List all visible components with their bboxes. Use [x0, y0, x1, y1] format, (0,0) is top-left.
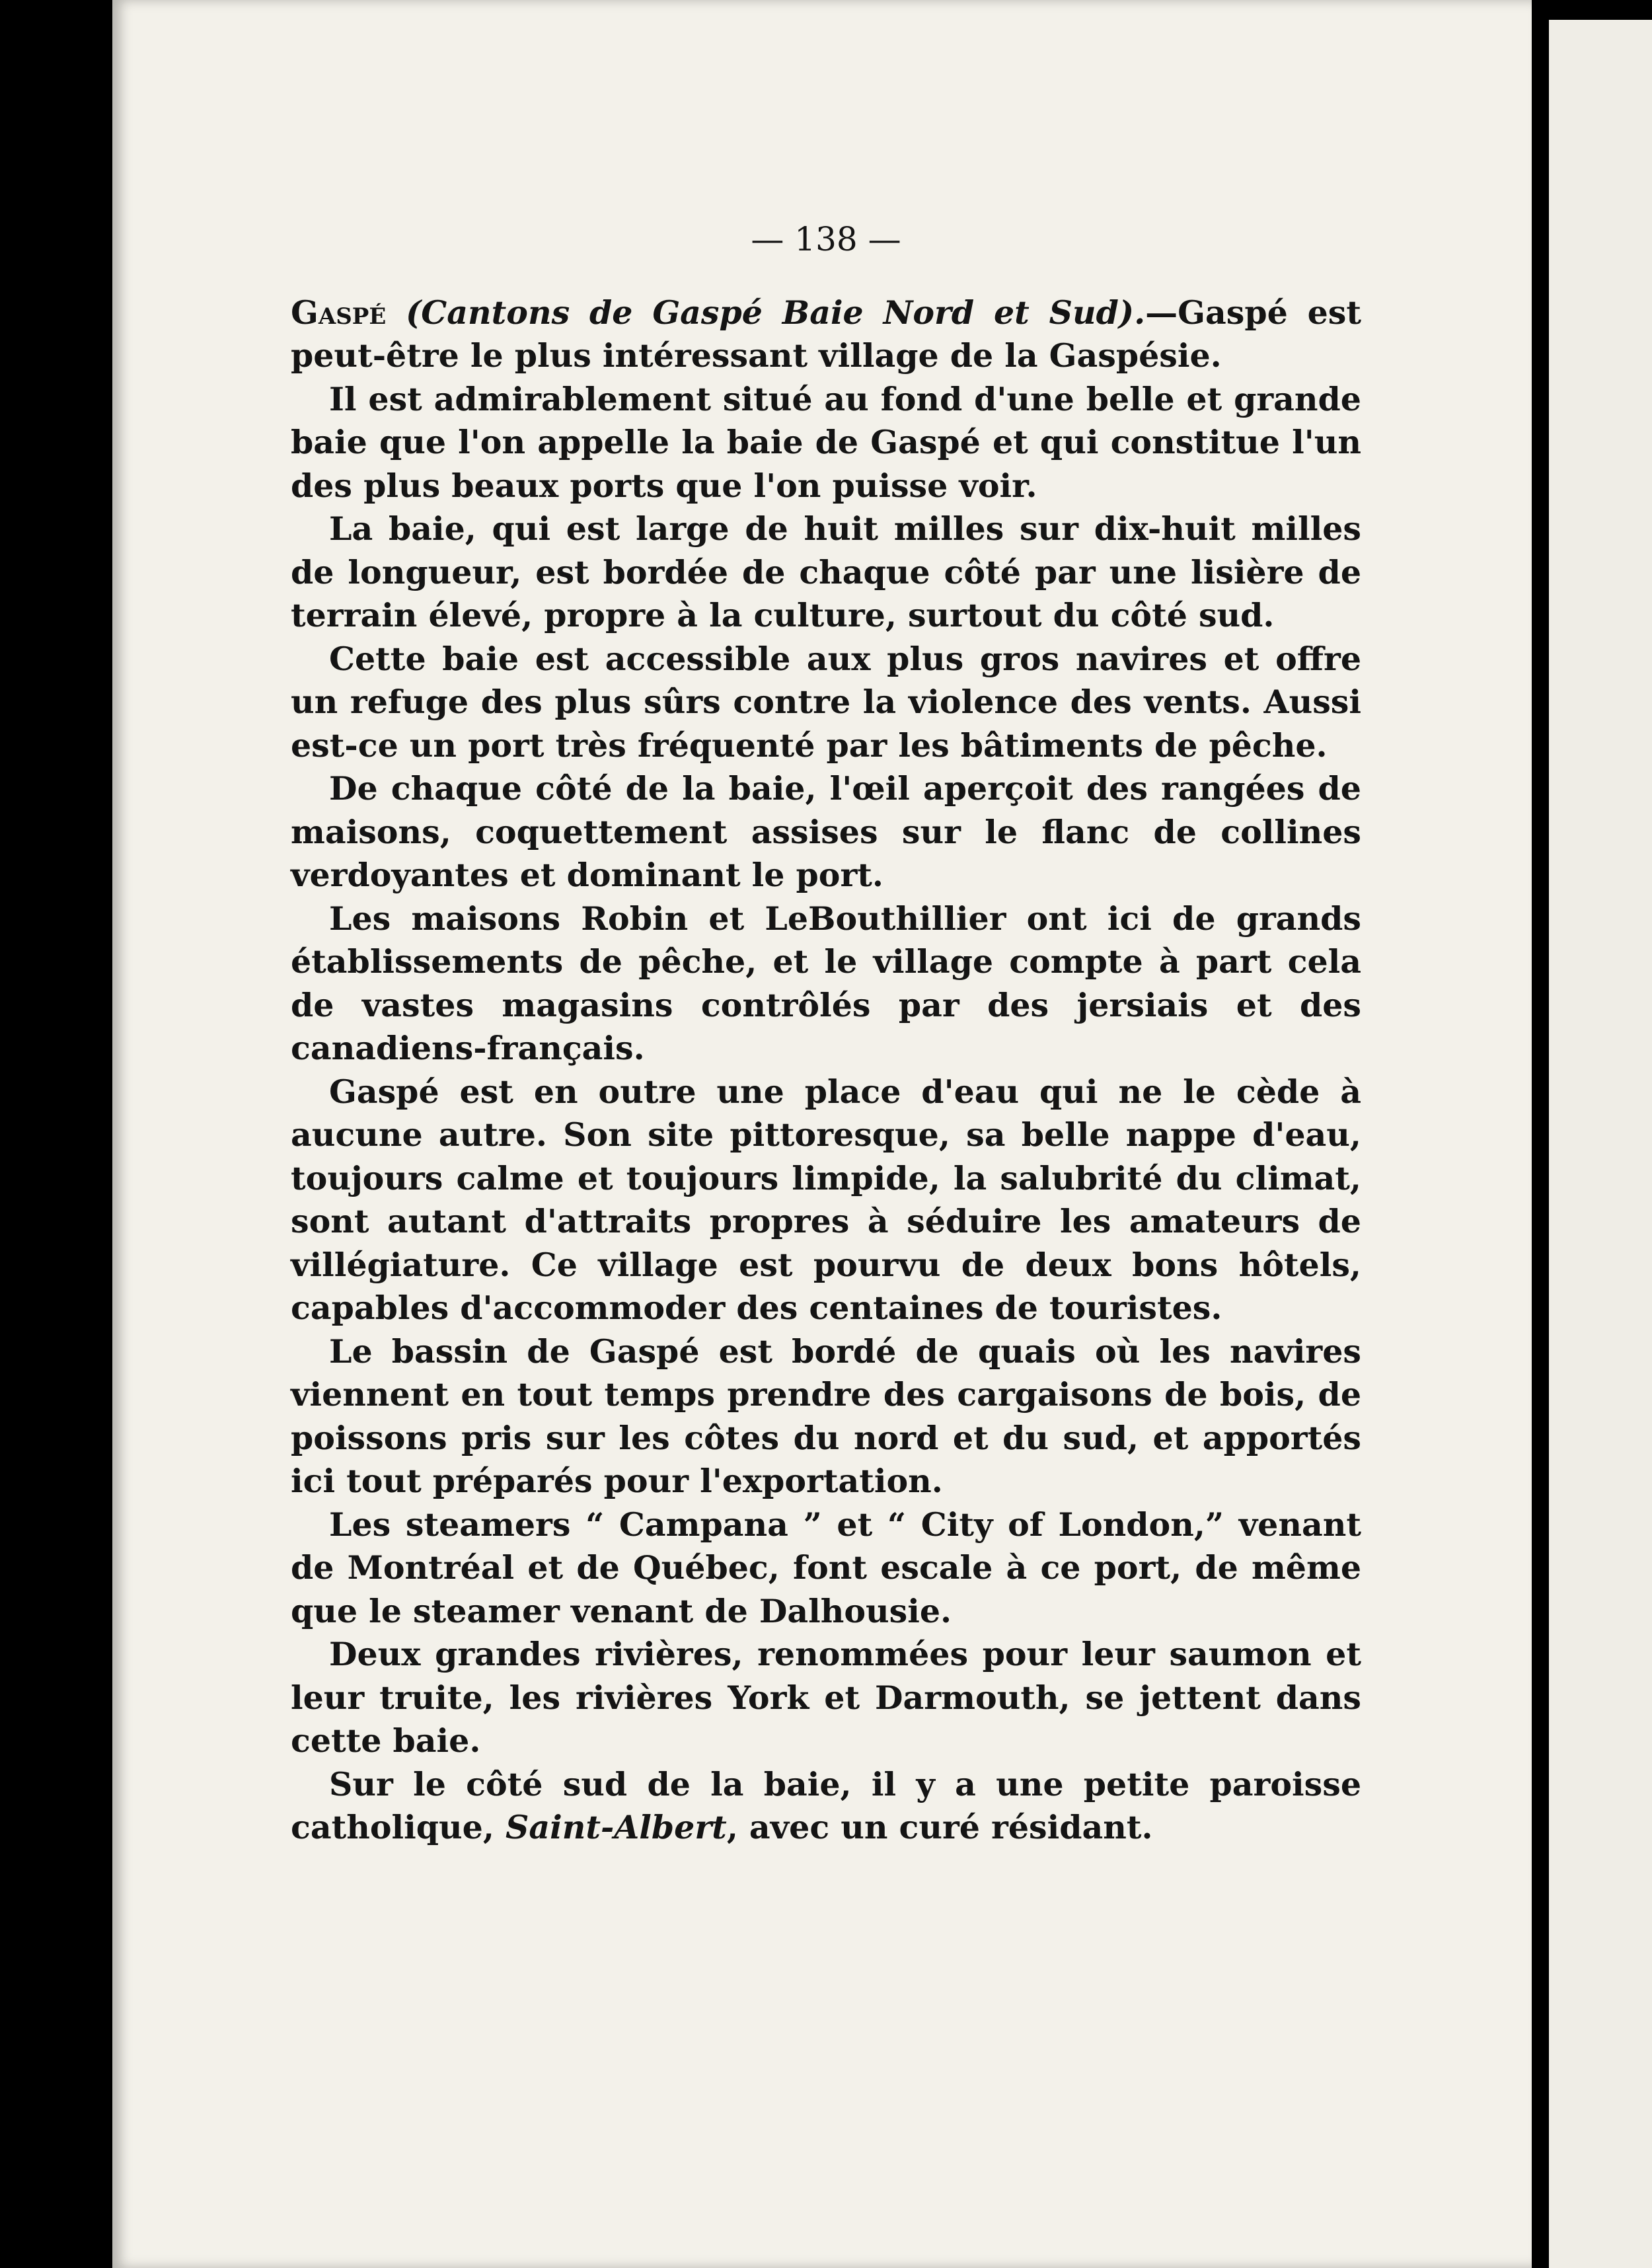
paragraph: Deux grandes rivières, renommées pour leur saumon et leur truite, les rivières York et Darmouth, se jettent dans cette baie.	[291, 1635, 1361, 1760]
adjacent-page-edge	[1549, 20, 1652, 2268]
paragraph: Gaspé est en outre une place d'eau qui ne le cède à aucune autre. Son site pittoresque, sa belle nappe d'eau, toujours calme et toujours limpide, la salubrité du climat, sont autant d'attraits propres à séduire les amateurs de villégiature. Ce village est pourvu de deux bons hôtels, capables d'accommoder des centaines de touristes.	[291, 1072, 1361, 1327]
place-name: Saint-Albert	[505, 1808, 727, 1846]
paragraph: Les maisons Robin et LeBouthillier ont ici de grands établissements de pêche, et le village compte à part cela de vastes magasins contrôlés par des jersiais et des canadiens-français.	[291, 899, 1361, 1067]
page-number: — 138 —	[751, 220, 901, 258]
paragraph: Le bassin de Gaspé est bordé de quais où les navires viennent en tout temps prendre des cargaisons de bois, de poissons pris sur les côtes du nord et du sud, et apportés ici tout préparés pour l'exportation.	[291, 1332, 1361, 1500]
paragraph: Il est admirablement situé au fond d'une belle et grande baie que l'on appelle la baie de Gaspé et qui constitue l'un des plus beaux ports que l'on puisse voir.	[291, 379, 1361, 505]
last-paragraph-before: Sur le côté sud de la baie, il y a une petite paroisse catholique,	[291, 1764, 1361, 1846]
heading-qualifier: (Cantons de Gaspé Baie Nord et Sud).	[406, 293, 1146, 332]
page-gutter	[1532, 0, 1549, 2268]
heading-term: Gaspé	[291, 293, 387, 332]
last-paragraph	[291, 1763, 1361, 1850]
paragraph: La baie, qui est large de huit milles sur dix-huit milles de longueur, est bordée de chaque côté par une lisière de terrain élevé, propre à la culture, surtout du côté sud.	[291, 510, 1361, 634]
heading-lead: —Gaspé est peut-être le plus intéressant village de la Gaspésie.	[291, 293, 1361, 375]
paragraph: Cette baie est accessible aux plus gros navires et offre un refuge des plus sûrs contre la violence des vents. Aussi est-ce un port très fréquenté par les bâtiments de pêche.	[291, 639, 1361, 765]
paragraph: De chaque côté de la baie, l'œil aperçoit des rangées de maisons, coquettement assises sur le flanc de collines verdoyantes et dominant le port.	[291, 769, 1361, 894]
heading-paragraph	[291, 291, 1361, 378]
last-paragraph-after: , avec un curé résidant.	[726, 1808, 1153, 1846]
paragraph: Les steamers “ Campana ” et “ City of London,” venant de Montréal et de Québec, font escale à ce port, de même que le steamer venant de Dalhousie.	[291, 1505, 1361, 1630]
page-text	[291, 218, 1361, 1850]
